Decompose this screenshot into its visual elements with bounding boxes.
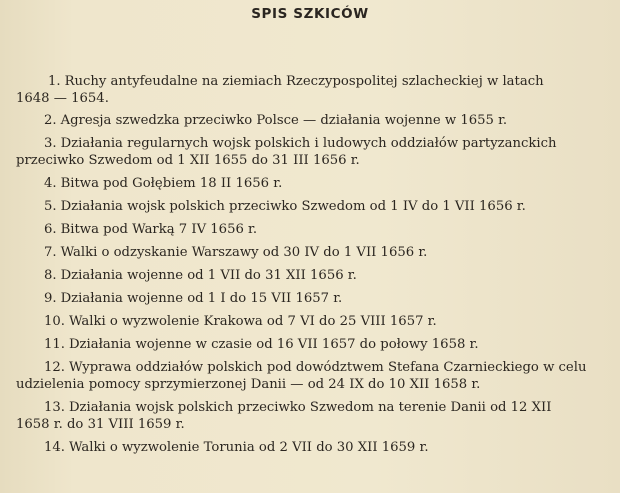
entry-continuation: udzielenia pomocy sprzymierzonej Danii — od 24 IX do 10 XII 1658 r.	[16, 377, 481, 392]
list-item	[16, 359, 608, 393]
entry-text: Walki o odzyskanie Warszawy od 30 IV do 1 VII 1656 r.	[60, 245, 428, 260]
entry-text: Ruchy antyfeudalne na ziemiach Rzeczypospolitej szlacheckiej w latach	[64, 74, 544, 89]
entry-first-line	[16, 439, 608, 456]
entry-text: Agresja szwedzka przeciwko Polsce — działania wojenne w 1655 r.	[60, 113, 508, 128]
entry-number: 13.	[44, 400, 65, 415]
entry-number: 8.	[44, 268, 57, 283]
entry-first-line	[16, 359, 608, 376]
entry-text: Działania wojsk polskich przeciwko Szwedom na terenie Danii od 12 XII	[68, 400, 552, 415]
entry-text: Walki o wyzwolenie Krakowa od 7 VI do 25 VIII 1657 r.	[68, 314, 437, 329]
page-title: SPIS SZKICÓW	[251, 6, 369, 22]
entry-number: 3.	[44, 136, 57, 151]
list-item	[16, 267, 608, 284]
entry-number: 5.	[44, 199, 57, 214]
entry-number: 11.	[44, 337, 65, 352]
list-item	[16, 112, 608, 129]
list-item	[16, 73, 608, 107]
entry-number: 2.	[44, 113, 57, 128]
entry-first-line	[16, 198, 608, 215]
entry-first-line	[16, 135, 608, 152]
entry-text: Bitwa pod Warką 7 IV 1656 r.	[60, 222, 258, 237]
entry-first-line	[16, 399, 608, 416]
entry-first-line	[16, 313, 608, 330]
list-item	[16, 313, 608, 330]
entry-text: Walki o wyzwolenie Torunia od 2 VII do 30 XII 1659 r.	[68, 440, 429, 455]
entry-text: Bitwa pod Gołębiem 18 II 1656 r.	[60, 176, 283, 191]
entry-number: 10.	[44, 314, 65, 329]
entry-first-line	[16, 267, 608, 284]
list-item	[16, 244, 608, 261]
contents-list	[16, 73, 608, 462]
entry-first-line	[16, 244, 608, 261]
entry-number: 7.	[44, 245, 57, 260]
entry-text: Działania wojenne w czasie od 16 VII 1657 do połowy 1658 r.	[68, 337, 479, 352]
list-item	[16, 221, 608, 238]
list-item	[16, 135, 608, 169]
entry-text: Działania wojenne od 1 VII do 31 XII 1656 r.	[60, 268, 357, 283]
entry-text: Działania regularnych wojsk polskich i ludowych oddziałów partyzanckich	[60, 136, 557, 151]
entry-text: Wyprawa oddziałów polskich pod dowództwem Stefana Czarnieckiego w celu	[68, 360, 587, 375]
list-item	[16, 439, 608, 456]
entry-first-line	[16, 290, 608, 307]
entry-text: Działania wojsk polskich przeciwko Szwedom od 1 IV do 1 VII 1656 r.	[60, 199, 526, 214]
entry-number: 1.	[48, 74, 61, 89]
entry-continuation: 1658 r. do 31 VIII 1659 r.	[16, 417, 185, 432]
list-item	[16, 290, 608, 307]
entry-first-line	[16, 73, 608, 90]
entry-number: 6.	[44, 222, 57, 237]
entry-first-line	[16, 336, 608, 353]
entry-continuation: przeciwko Szwedom od 1 XII 1655 do 31 III 1656 r.	[16, 153, 360, 168]
entry-number: 4.	[44, 176, 57, 191]
list-item	[16, 336, 608, 353]
list-item	[16, 175, 608, 192]
list-item	[16, 399, 608, 433]
entry-continuation: 1648 — 1654.	[16, 91, 109, 106]
entry-first-line	[16, 175, 608, 192]
list-item	[16, 198, 608, 215]
entry-first-line	[16, 112, 608, 129]
entry-text: Działania wojenne od 1 I do 15 VII 1657 r.	[60, 291, 343, 306]
entry-first-line	[16, 221, 608, 238]
entry-number: 9.	[44, 291, 57, 306]
entry-number: 14.	[44, 440, 65, 455]
entry-number: 12.	[44, 360, 65, 375]
